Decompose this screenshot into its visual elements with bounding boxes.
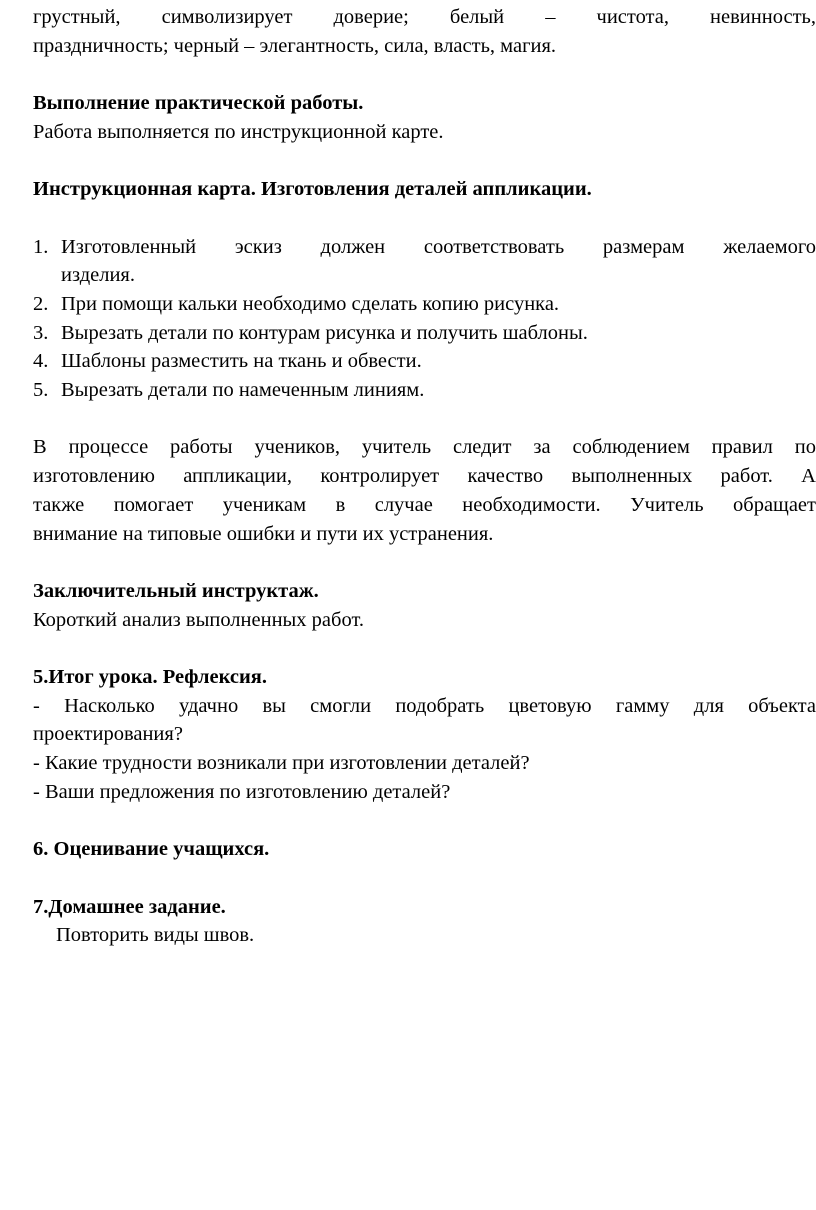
intro-line-1: грустный, символизирует доверие; белый – чистота, невинность, xyxy=(33,6,816,28)
list-item xyxy=(33,376,816,405)
list-item-text: Вырезать детали по контурам рисунка и получить шаблоны. xyxy=(61,321,588,344)
list-item-text: Изготовленный эскиз должен соответствовать размерам желаемого xyxy=(61,235,816,258)
spacer xyxy=(33,204,816,233)
list-item-number: 1. xyxy=(33,235,49,258)
spacer xyxy=(33,147,816,176)
process-line-2: изготовлению аппликации, контролирует качество выполненных работ. А xyxy=(33,465,816,488)
spacer xyxy=(33,60,816,89)
summary-question-2: - Какие трудности возникали при изготовлении деталей? xyxy=(33,752,530,775)
summary-question-3: - Ваши предложения по изготовлению деталей? xyxy=(33,780,451,803)
list-item-number: 2. xyxy=(33,292,49,315)
summary-heading: 5.Итог урока. Рефлексия. xyxy=(33,666,268,689)
grading-heading: 6. Оценивание учащихся. xyxy=(33,838,270,861)
list-item xyxy=(33,233,816,290)
summary-question-1: - Насколько удачно вы смогли подобрать цветовую гамму для объекта xyxy=(33,694,816,717)
list-item-number: 3. xyxy=(33,321,49,344)
summary-question-1-continued: проектирования? xyxy=(33,723,183,746)
spacer xyxy=(33,864,816,893)
process-line-1: В процессе работы учеников, учитель следит за соблюдением правил по xyxy=(33,436,816,459)
list-item-text: Вырезать детали по намеченным линиям. xyxy=(61,379,425,402)
process-line-4: внимание на типовые ошибки и пути их устранения. xyxy=(33,522,494,545)
spacer xyxy=(33,634,816,663)
practical-text: Работа выполняется по инструкционной карте. xyxy=(33,120,444,143)
spacer xyxy=(33,405,816,434)
list-item-text-continued: изделия. xyxy=(61,264,135,287)
list-item-text: Шаблоны разместить на ткань и обвести. xyxy=(61,350,422,373)
card-heading: Инструкционная карта. Изготовления деталей аппликации. xyxy=(33,178,592,201)
list-item xyxy=(33,290,816,319)
list-item xyxy=(33,347,816,376)
list-item-number: 4. xyxy=(33,350,49,373)
list-item-text: При помощи кальки необходимо сделать копию рисунка. xyxy=(61,292,560,315)
intro-line-2: праздничность; черный – элегантность, сила, власть, магия. xyxy=(33,34,557,57)
homework-text: Повторить виды швов. xyxy=(56,924,255,947)
spacer xyxy=(33,807,816,836)
practical-heading: Выполнение практической работы. xyxy=(33,92,364,115)
document-page xyxy=(33,3,816,950)
final-text: Короткий анализ выполненных работ. xyxy=(33,608,364,631)
spacer xyxy=(33,548,816,577)
process-line-3: также помогает ученикам в случае необходимости. Учитель обращает xyxy=(33,493,816,516)
list-item xyxy=(33,319,816,348)
instruction-list xyxy=(33,233,816,405)
final-heading: Заключительный инструктаж. xyxy=(33,579,319,602)
list-item-number: 5. xyxy=(33,379,49,402)
homework-heading: 7.Домашнее задание. xyxy=(33,895,226,918)
